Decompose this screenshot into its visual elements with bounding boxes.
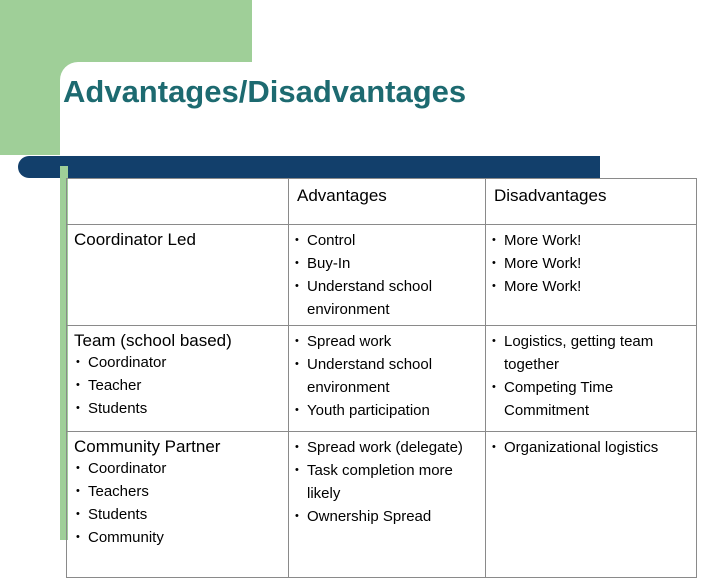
- list-item: • Coordinator: [74, 457, 288, 480]
- list-item: • Coordinator: [74, 351, 288, 374]
- row-header-cell: [67, 432, 289, 578]
- list-item: • Understand school environment: [293, 353, 481, 399]
- list-item: • Spread work: [293, 330, 481, 353]
- row-header-cell: [67, 225, 289, 326]
- list-item: • Task completion more likely: [293, 459, 481, 505]
- row-header-cell: [67, 326, 289, 432]
- list-item: • Competing Time Commitment: [490, 376, 692, 422]
- list-item: • Spread work (delegate): [293, 436, 481, 459]
- list-item: • Organizational logistics: [490, 436, 692, 459]
- disadvantages-list: [490, 229, 692, 298]
- list-item: • Understand school environment: [293, 275, 481, 321]
- list-item: • Teacher: [74, 374, 288, 397]
- disadvantages-list: [490, 330, 692, 422]
- comparison-table: [66, 178, 697, 578]
- row-title: Team (school based): [74, 331, 232, 350]
- advantages-list: [293, 330, 481, 422]
- list-item: • Teachers: [74, 480, 288, 503]
- list-item: • More Work!: [490, 275, 692, 298]
- header-blank: [67, 179, 289, 225]
- member-list: [74, 351, 288, 420]
- advantages-cell: [289, 432, 486, 578]
- disadvantages-list: [490, 436, 692, 459]
- list-item: • Control: [293, 229, 481, 252]
- row-title: Community Partner: [74, 437, 221, 456]
- list-item: • Students: [74, 503, 288, 526]
- disadvantages-cell: [486, 326, 697, 432]
- disadvantages-cell: [486, 225, 697, 326]
- table-row: [67, 225, 697, 326]
- list-item: • Logistics, getting team together: [490, 330, 692, 376]
- list-item: • More Work!: [490, 229, 692, 252]
- advantages-cell: [289, 326, 486, 432]
- list-item: • Buy-In: [293, 252, 481, 275]
- advantages-cell: [289, 225, 486, 326]
- header-disadvantages: Disadvantages: [486, 179, 697, 225]
- table-row: [67, 326, 697, 432]
- list-item: • More Work!: [490, 252, 692, 275]
- disadvantages-cell: [486, 432, 697, 578]
- list-item: • Ownership Spread: [293, 505, 481, 528]
- header-row: [67, 179, 697, 225]
- row-title: Coordinator Led: [74, 230, 196, 249]
- slide-title: Advantages/Disadvantages: [63, 74, 467, 109]
- member-list: [74, 457, 288, 549]
- list-item: • Students: [74, 397, 288, 420]
- table-row: [67, 432, 697, 578]
- list-item: • Community: [74, 526, 288, 549]
- title-underline-bar: [18, 156, 600, 178]
- advantages-list: [293, 229, 481, 321]
- advantages-list: [293, 436, 481, 528]
- list-item: • Youth participation: [293, 399, 481, 422]
- header-advantages: Advantages: [289, 179, 486, 225]
